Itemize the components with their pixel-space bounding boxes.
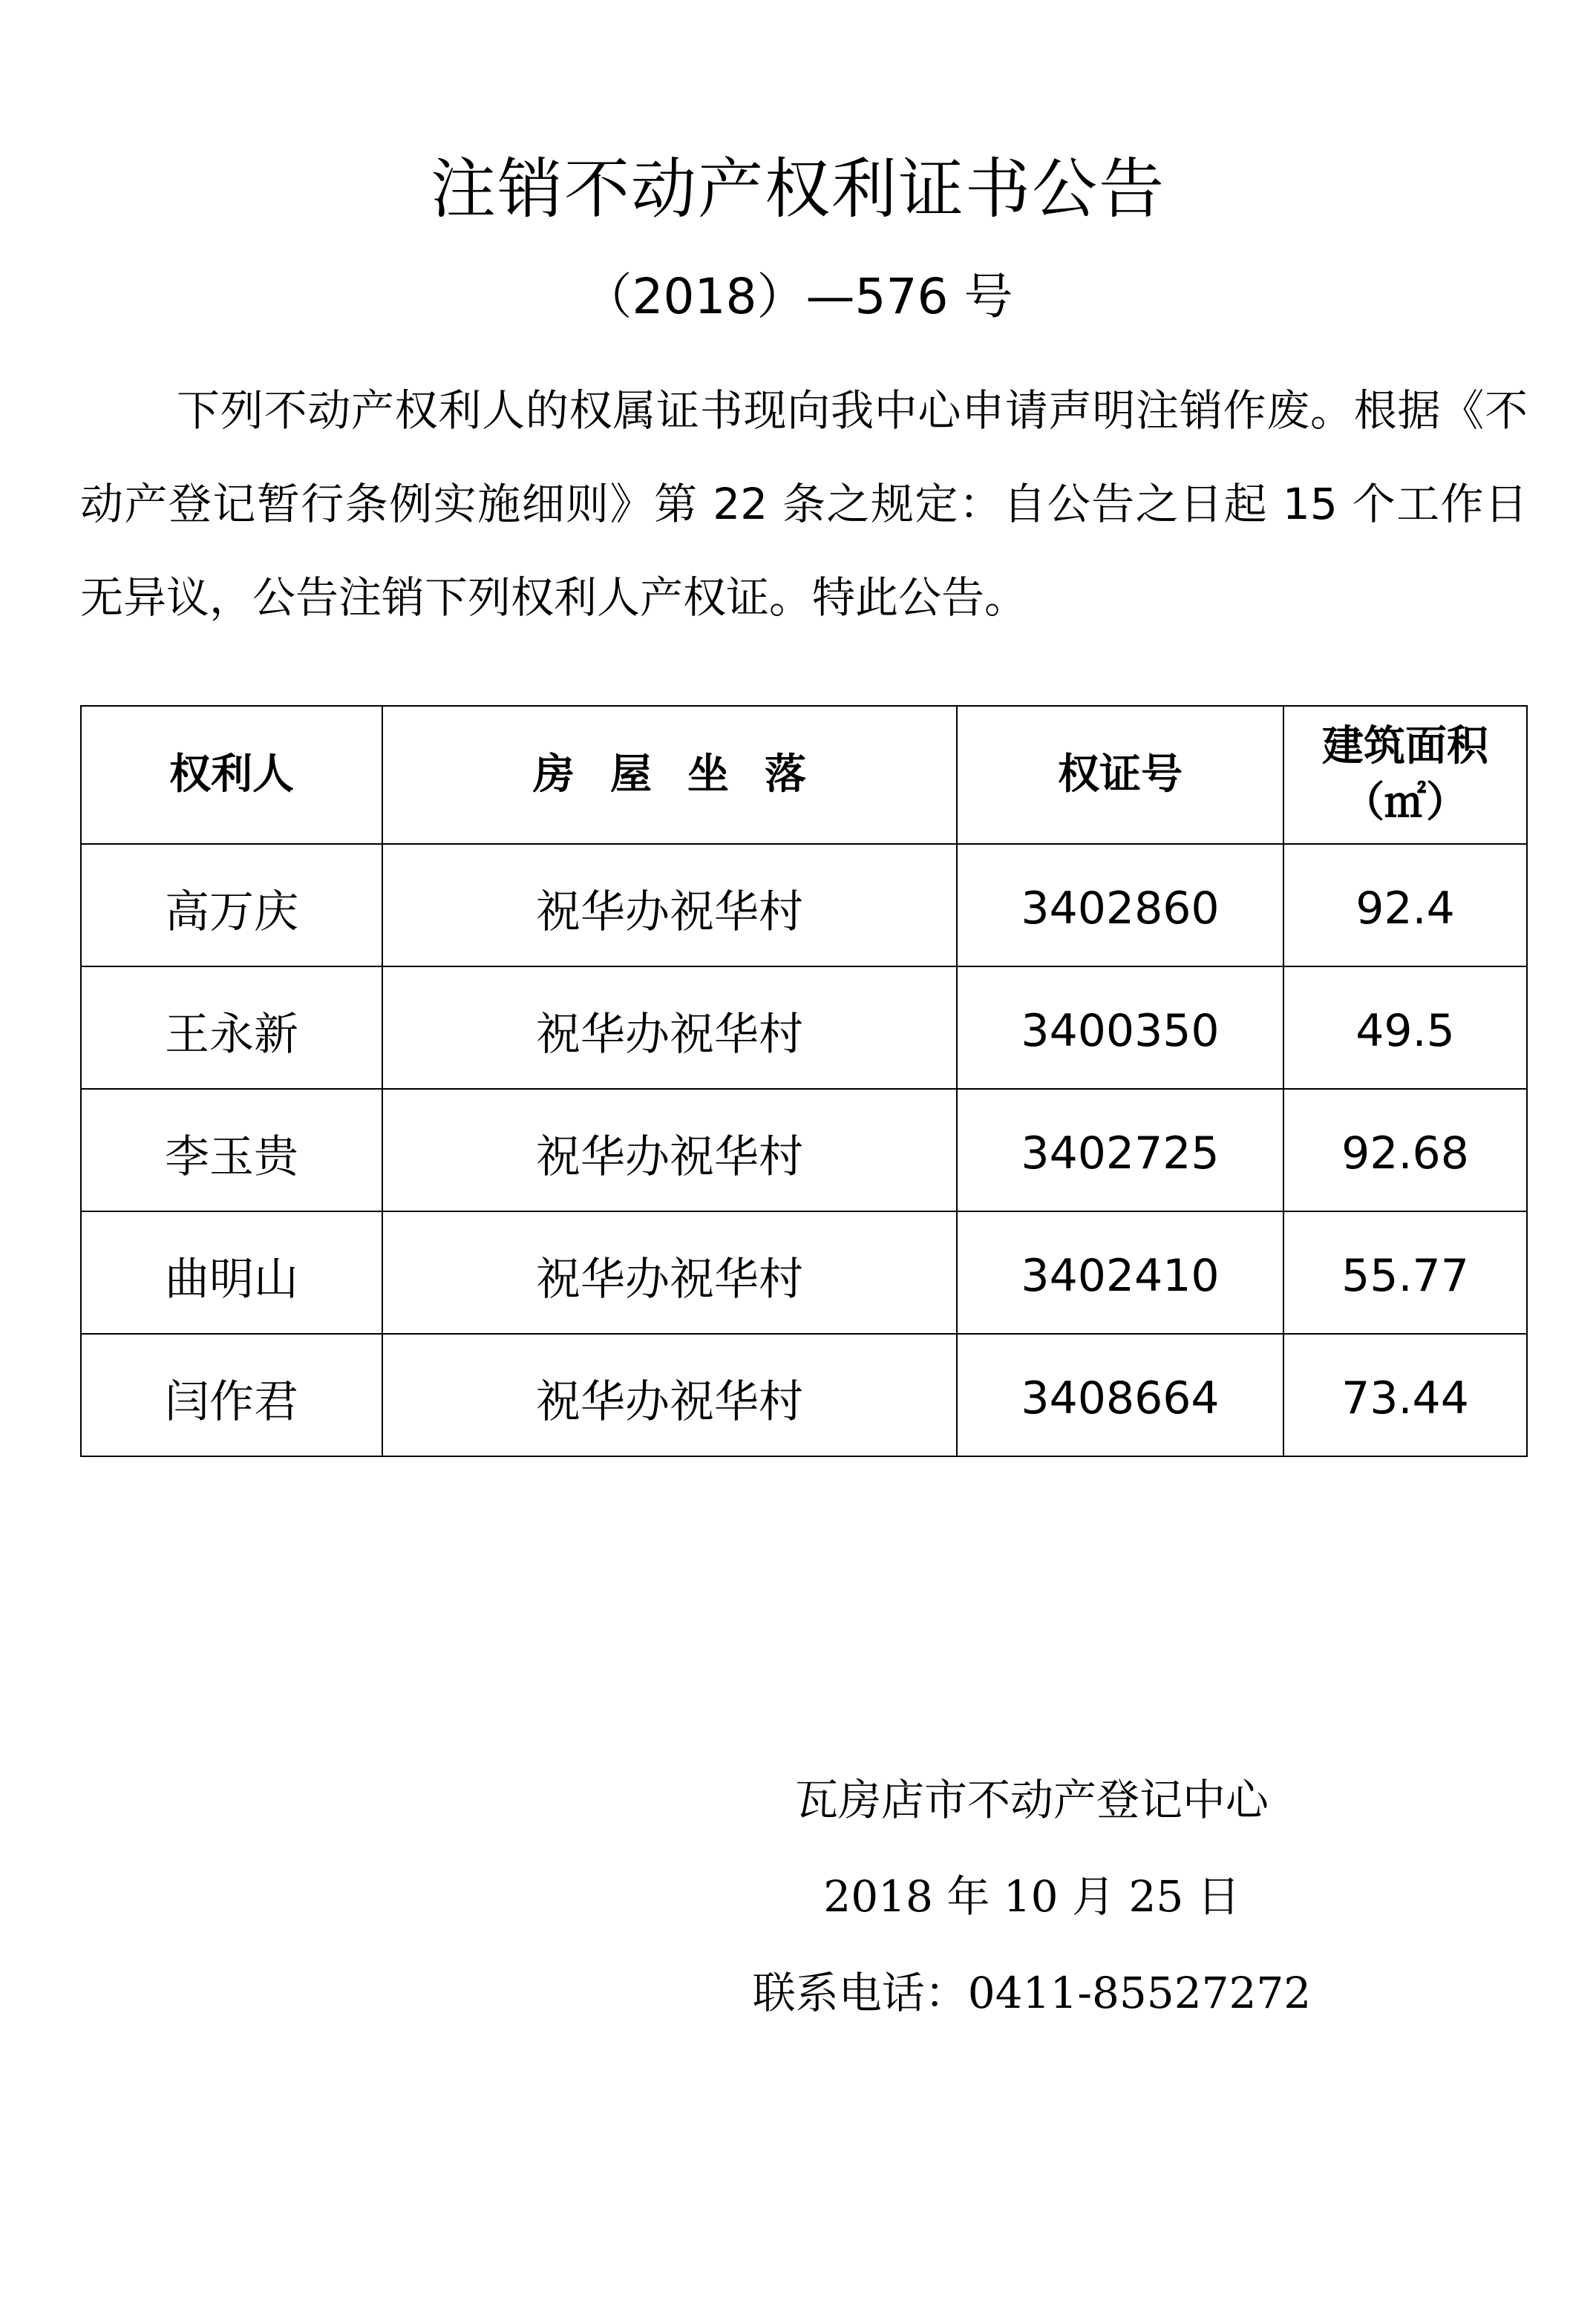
issuing-organization: 瓦房店市不动产登记中心 (794, 1775, 1269, 1825)
issue-date: 2018 年 10 月 25 日 (823, 1871, 1240, 1922)
table-row (81, 1089, 1527, 1211)
header-area (1283, 706, 1527, 844)
cell-owner: 闫作君 (81, 1334, 382, 1456)
cell-location: 祝华办祝华村 (382, 1089, 957, 1211)
cell-owner: 曲明山 (81, 1211, 382, 1334)
cell-owner: 李玉贵 (81, 1089, 382, 1211)
header-area-unit: （㎡） (1343, 779, 1468, 827)
table-row (81, 844, 1527, 966)
cell-area: 92.68 (1283, 1089, 1527, 1211)
document-number: （2018）—576 号 (583, 268, 1013, 325)
notice-body: 下列不动产权利人的权属证书现向我中心申请声明注销作废。根据《不动产登记暂行条例实施细则》第 22 条之规定：自公告之日起 15 个工作日无异议，公告注销下列权利人产权证。特此公告。 (80, 385, 1528, 623)
table-row (81, 966, 1527, 1089)
header-certificate: 权证号 (957, 706, 1283, 844)
cell-certificate: 3400350 (957, 966, 1283, 1089)
cell-location: 祝华办祝华村 (382, 1334, 957, 1456)
page-title: 注销不动产权利证书公告 (430, 151, 1165, 227)
certificate-table (80, 705, 1528, 1457)
header-location-label: 房屋坐落 (533, 750, 842, 799)
cell-location: 祝华办祝华村 (382, 844, 957, 966)
cell-owner: 王永新 (81, 966, 382, 1089)
table-header-row (81, 706, 1527, 844)
header-area-label: 建筑面积 (1322, 722, 1488, 770)
cell-area: 73.44 (1283, 1334, 1527, 1456)
cell-area: 55.77 (1283, 1211, 1527, 1334)
cell-location: 祝华办祝华村 (382, 1211, 957, 1334)
table-row (81, 1334, 1527, 1456)
table-row (81, 1211, 1527, 1334)
cell-owner: 高万庆 (81, 844, 382, 966)
cell-area: 49.5 (1283, 966, 1527, 1089)
header-owner: 权利人 (81, 706, 382, 844)
contact-phone: 联系电话：0411-85527272 (752, 1968, 1312, 2018)
cell-certificate: 3408664 (957, 1334, 1283, 1456)
cell-certificate: 3402860 (957, 844, 1283, 966)
cell-location: 祝华办祝华村 (382, 966, 957, 1089)
cell-area: 92.4 (1283, 844, 1527, 966)
header-location (382, 706, 957, 844)
cell-certificate: 3402410 (957, 1211, 1283, 1334)
cell-certificate: 3402725 (957, 1089, 1283, 1211)
